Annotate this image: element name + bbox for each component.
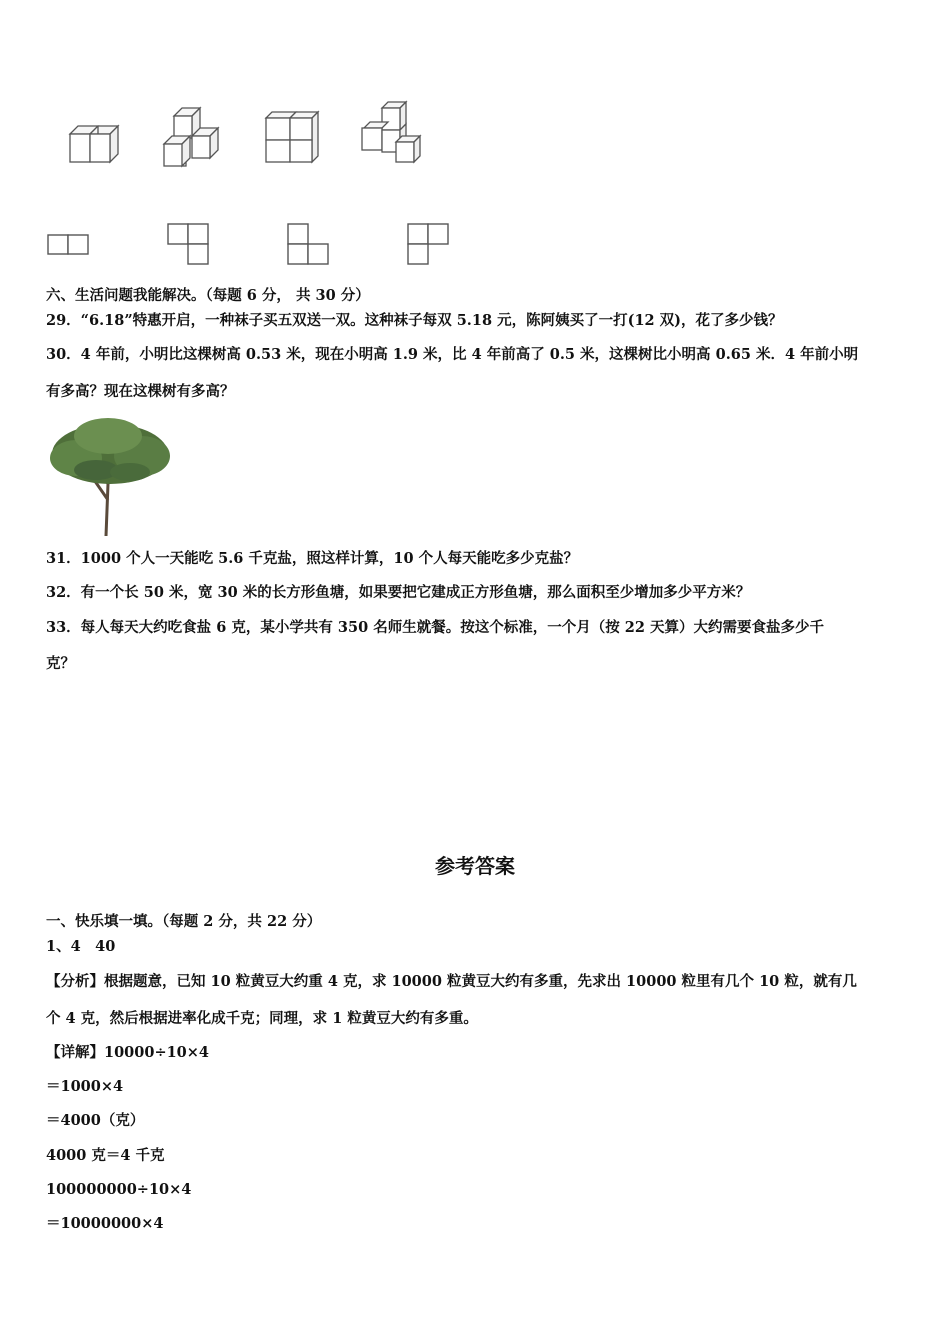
step-line: ＝1000×4 bbox=[46, 1078, 124, 1095]
question-29: 29．“6.18”特惠开启，一种袜子买五双送一双。这种袜子每双 5.18 元，陈阿姨买了一打(12 双)，花了多少钱？ bbox=[46, 312, 783, 329]
answer-1: 1、4 40 bbox=[46, 938, 116, 955]
view-figure-4 bbox=[406, 222, 452, 268]
view-figure-3 bbox=[286, 222, 332, 268]
question-32: 32．有一个长 50 米，宽 30 米的长方形鱼塘，如果要把它建成正方形鱼塘，那么面积至少增加多少平方米？ bbox=[46, 584, 751, 601]
detail-line: 【详解】10000÷10×4 bbox=[46, 1044, 210, 1061]
view-figure-1 bbox=[46, 232, 92, 256]
cube-figure-1 bbox=[66, 120, 126, 166]
question-33-line1: 33．每人每天大约吃食盐 6 克，某小学共有 350 名师生就餐。按这个标准，一个月（按 22 天算）大约需要食盐多少千 bbox=[46, 619, 824, 636]
analysis-line1: 【分析】根据题意，已知 10 粒黄豆大约重 4 克，求 10000 粒黄豆大约有多重，先求出 10000 粒里有几个 10 粒，就有几 bbox=[46, 973, 857, 990]
cube-figure-2 bbox=[160, 106, 226, 168]
view-figure-2 bbox=[166, 222, 212, 268]
step-line: 100000000÷10×4 bbox=[46, 1181, 192, 1198]
section6-heading: 六、生活问题我能解决。（每题 6 分， 共 30 分） bbox=[46, 287, 370, 304]
cube-figure-3 bbox=[262, 110, 322, 166]
step-line: ＝10000000×4 bbox=[46, 1215, 164, 1232]
step-line: ＝4000（克） bbox=[46, 1112, 145, 1129]
question-30-line2: 有多高？现在这棵树有多高？ bbox=[46, 383, 235, 400]
step-line: 4000 克＝4 千克 bbox=[46, 1147, 165, 1164]
cube-figure-4 bbox=[356, 98, 426, 166]
question-31: 31．1000 个人一天能吃 5.6 千克盐，照这样计算，10 个人每天能吃多少克盐？ bbox=[46, 550, 579, 567]
answers-title: 参考答案 bbox=[435, 854, 515, 878]
tree-image bbox=[46, 414, 176, 538]
analysis-line2: 个 4 克，然后根据进率化成千克；同理，求 1 粒黄豆大约有多重。 bbox=[46, 1010, 478, 1027]
question-30-line1: 30．4 年前，小明比这棵树高 0.53 米，现在小明高 1.9 米，比 4 年前高了 0.5 米，这棵树比小明高 0.65 米．4 年前小明 bbox=[46, 346, 859, 363]
question-33-line2: 克？ bbox=[46, 655, 75, 672]
answers-section1-heading: 一、快乐填一填。（每题 2 分，共 22 分） bbox=[46, 913, 322, 930]
